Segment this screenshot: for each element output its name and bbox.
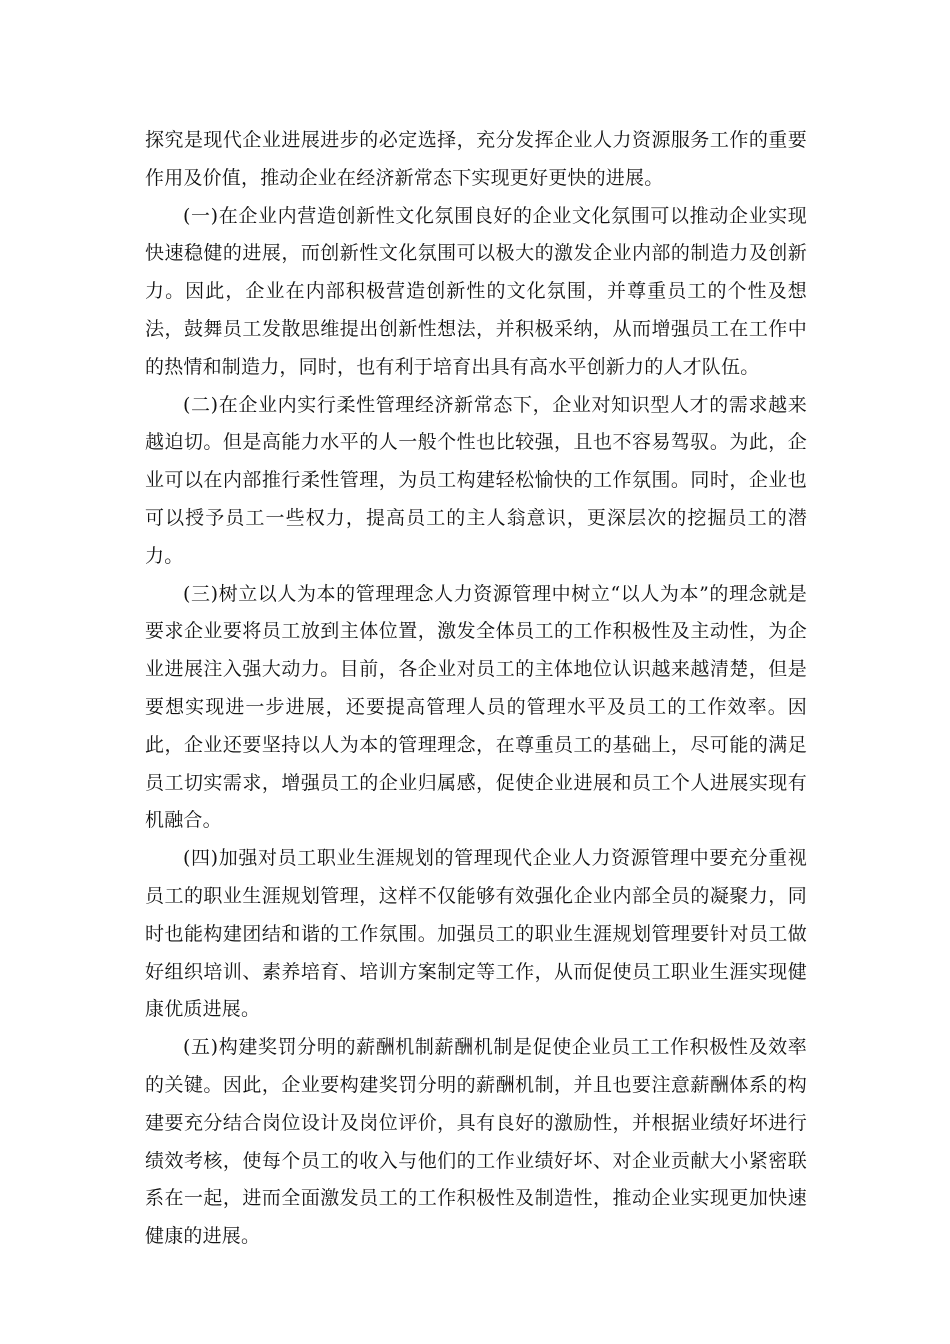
paragraph-section-2: (二)在企业内实行柔性管理经济新常态下，企业对知识型人才的需求越来越迫切。但是高能力水平的人一般个性也比较强，且也不容易驾驭。为此，企业可以在内部推行柔性管理，为员工构建轻松愉快的工作氛围。同时，企业也可以授予员工一些权力，提高员工的主人翁意识，更深层次的挖掘员工的潜力。 <box>145 393 807 567</box>
paragraph-section-4: (四)加强对员工职业生涯规划的管理现代企业人力资源管理中要充分重视员工的职业生涯规划管理，这样不仅能够有效强化企业内部全员的凝聚力，同时也能构建团结和谐的工作氛围。加强员工的职业生涯规划管理要针对员工做好组织培训、素养培育、培训方案制定等工作，从而促使员工职业生涯实现健康优质进展。 <box>145 847 807 1021</box>
paragraph-section-5: (五)构建奖罚分明的薪酬机制薪酬机制是促使企业员工工作积极性及效率的关键。因此，企业要构建奖罚分明的薪酬机制，并且也要注意薪酬体系的构建要充分结合岗位设计及岗位评价，具有良好的激励性，并根据业绩好坏进行绩效考核，使每个员工的收入与他们的工作业绩好坏、对企业贡献大小紧密联系在一起，进而全面激发员工的工作积极性及制造性，推动企业实现更加快速健康的进展。 <box>145 1036 807 1248</box>
paragraph-section-1: (一)在企业内营造创新性文化氛围良好的企业文化氛围可以推动企业实现快速稳健的进展，而创新性文化氛围可以极大的激发企业内部的制造力及创新力。因此，企业在内部积极营造创新性的文化氛围，并尊重员工的个性及想法，鼓舞员工发散思维提出创新性想法，并积极采纳，从而增强员工在工作中的热情和制造力，同时，也有利于培育出具有高水平创新力的人才队伍。 <box>145 204 807 378</box>
document-body <box>145 122 807 1256</box>
paragraph-intro: 探究是现代企业进展进步的必定选择，充分发挥企业人力资源服务工作的重要作用及价值，推动企业在经济新常态下实现更好更快的进展。 <box>145 129 807 189</box>
paragraph-section-3: (三)树立以人为本的管理理念人力资源管理中树立“以人为本”的理念就是要求企业要将员工放到主体位置，激发全体员工的工作积极性及主动性，为企业进展注入强大动力。目前，各企业对员工的主体地位认识越来越清楚，但是要想实现进一步进展，还要提高管理人员的管理水平及员工的工作效率。因此，企业还要坚持以人为本的管理理念，在尊重员工的基础上，尽可能的满足员工切实需求，增强员工的企业归属感，促使企业进展和员工个人进展实现有机融合。 <box>145 582 807 832</box>
